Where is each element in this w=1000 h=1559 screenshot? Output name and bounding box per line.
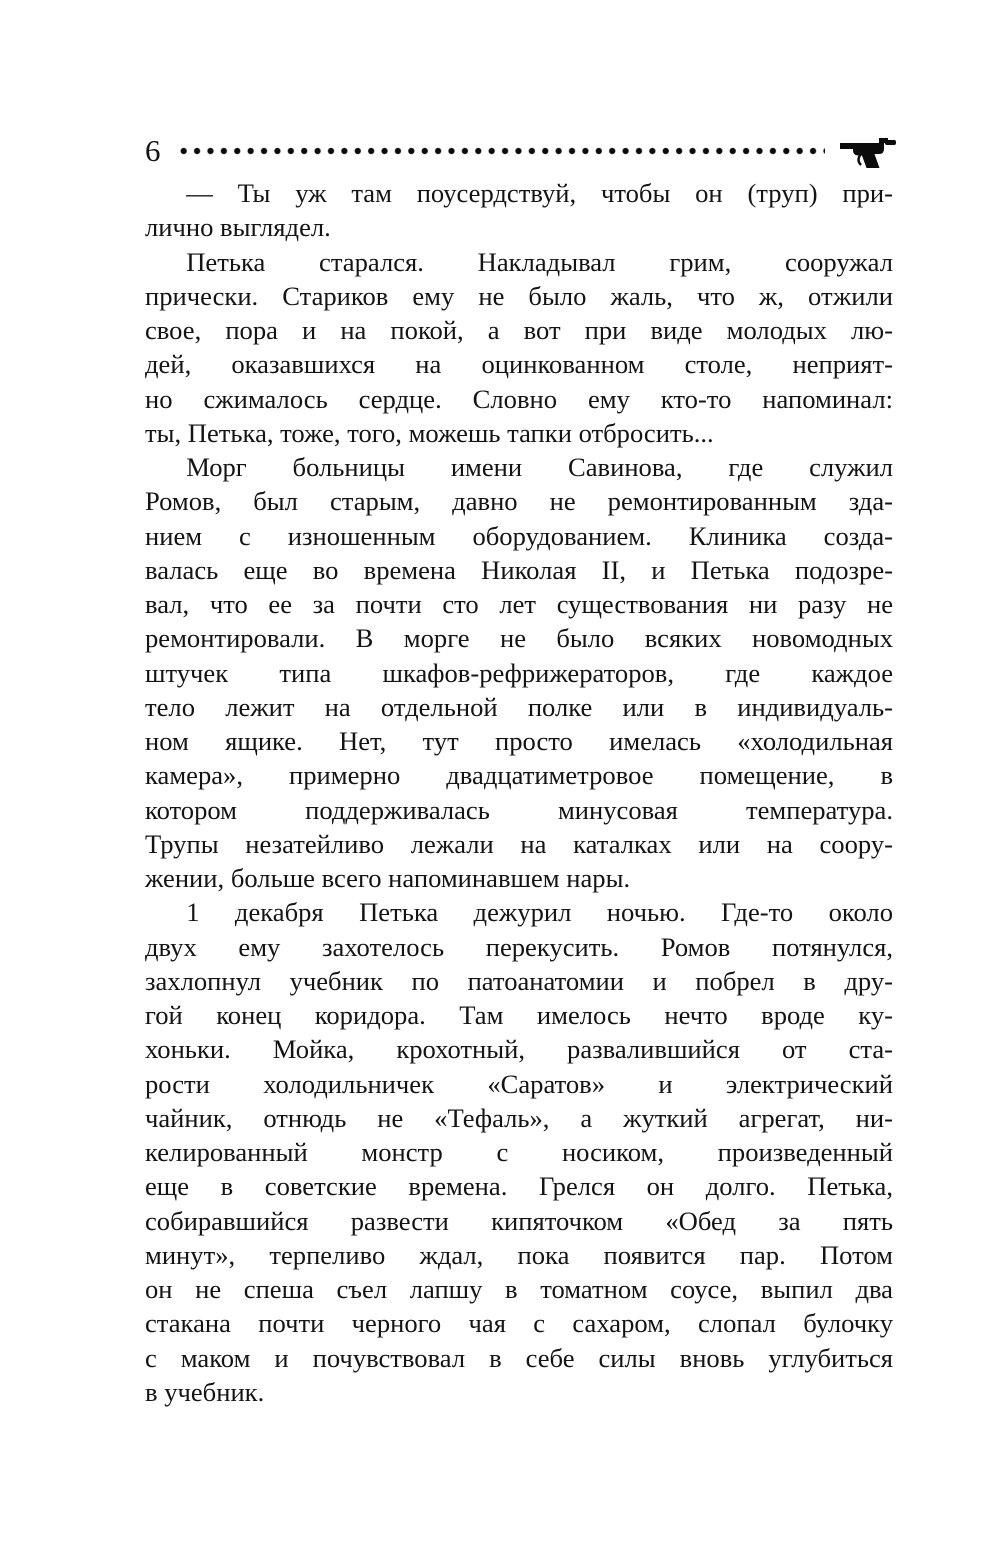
gun-icon — [839, 132, 897, 170]
text-line: в учебник. — [145, 1376, 265, 1407]
text-line: но сжималось сердце. Словно ему кто-то напоминал: — [145, 383, 893, 414]
page-text — [145, 176, 893, 1409]
paragraph — [145, 450, 893, 895]
text-line: — Ты уж там поусердствуй, чтобы он (труп) при- — [186, 178, 893, 208]
text-line: котором поддерживалась минусовая температура. — [145, 794, 893, 825]
text-line: еще в советские времена. Грелся он долго. Петька, — [145, 1171, 893, 1202]
dotted-rule — [177, 146, 826, 156]
text-line: гой конец коридора. Там имелось нечто вроде ку- — [145, 1000, 893, 1030]
text-line: он не спеша съел лапшу в томатном соусе, выпил два — [145, 1274, 893, 1304]
text-line: Ромов, был старым, давно не ремонтированным зда- — [145, 486, 893, 517]
text-line: штучек типа шкафов-рефрижераторов, где каждое — [145, 657, 893, 688]
text-line: Морг больницы имени Савинова, где служил — [186, 452, 893, 482]
paragraph — [145, 895, 893, 1409]
text-line: 1 декабря Петька дежурил ночью. Где-то около — [186, 897, 893, 928]
text-line: ты, Петька, тоже, того, можешь тапки отбросить... — [145, 417, 714, 448]
text-line: двух ему захотелось перекусить. Ромов потянулся, — [145, 931, 893, 962]
text-line: захлопнул учебник по патоанатомии и побрел в дру- — [145, 965, 893, 996]
text-line: хоньки. Мойка, крохотный, развалившийся от ста- — [145, 1034, 893, 1065]
text-line: нием с изношенным оборудованием. Клиника созда- — [145, 520, 893, 551]
text-line: валась еще во времена Николая II, и Петька подозре- — [145, 554, 893, 585]
text-line: тело лежит на отдельной полке или в индивидуаль- — [145, 691, 893, 722]
text-line: рости холодильничек «Саратов» и электрический — [145, 1068, 893, 1099]
page-number: 6 — [145, 132, 161, 168]
text-line: с маком и почувствовал в себе силы вновь углубиться — [145, 1342, 893, 1373]
paragraph — [145, 176, 893, 245]
text-line: Петька старался. Накладывал грим, сооружал — [186, 246, 893, 277]
page-header — [145, 130, 897, 172]
text-line: вал, что ее за почти сто лет существования ни разу не — [145, 589, 893, 619]
text-line: ном ящике. Нет, тут просто имелась «холодильная — [145, 726, 893, 756]
text-line: стакана почти черного чая с сахаром, слопал булочку — [145, 1308, 893, 1339]
paragraph — [145, 245, 893, 451]
text-line: келированный монстр с носиком, произведенный — [145, 1137, 893, 1167]
text-line: минут», терпеливо ждал, пока появится пар. Потом — [145, 1239, 893, 1270]
text-line: свое, пора и на покой, а вот при виде молодых лю- — [145, 315, 893, 345]
text-line: камера», примерно двадцатиметровое помещение, в — [145, 760, 893, 791]
text-line: прически. Стариков ему не было жаль, что ж, отжили — [145, 280, 893, 311]
text-line: лично выглядел. — [145, 212, 331, 243]
text-line: чайник, отнюдь не «Тефаль», а жуткий агрегат, ни- — [145, 1102, 893, 1133]
text-line: дей, оказавшихся на оцинкованном столе, неприят- — [145, 349, 893, 380]
text-line: Трупы незатейливо лежали на каталках или на соору- — [145, 828, 893, 859]
text-line: жении, больше всего напоминавшем нары. — [145, 863, 631, 893]
text-line: ремонтировали. В морге не было всяких новомодных — [145, 623, 893, 654]
text-line: собиравшийся развести кипяточком «Обед за пять — [145, 1205, 893, 1236]
